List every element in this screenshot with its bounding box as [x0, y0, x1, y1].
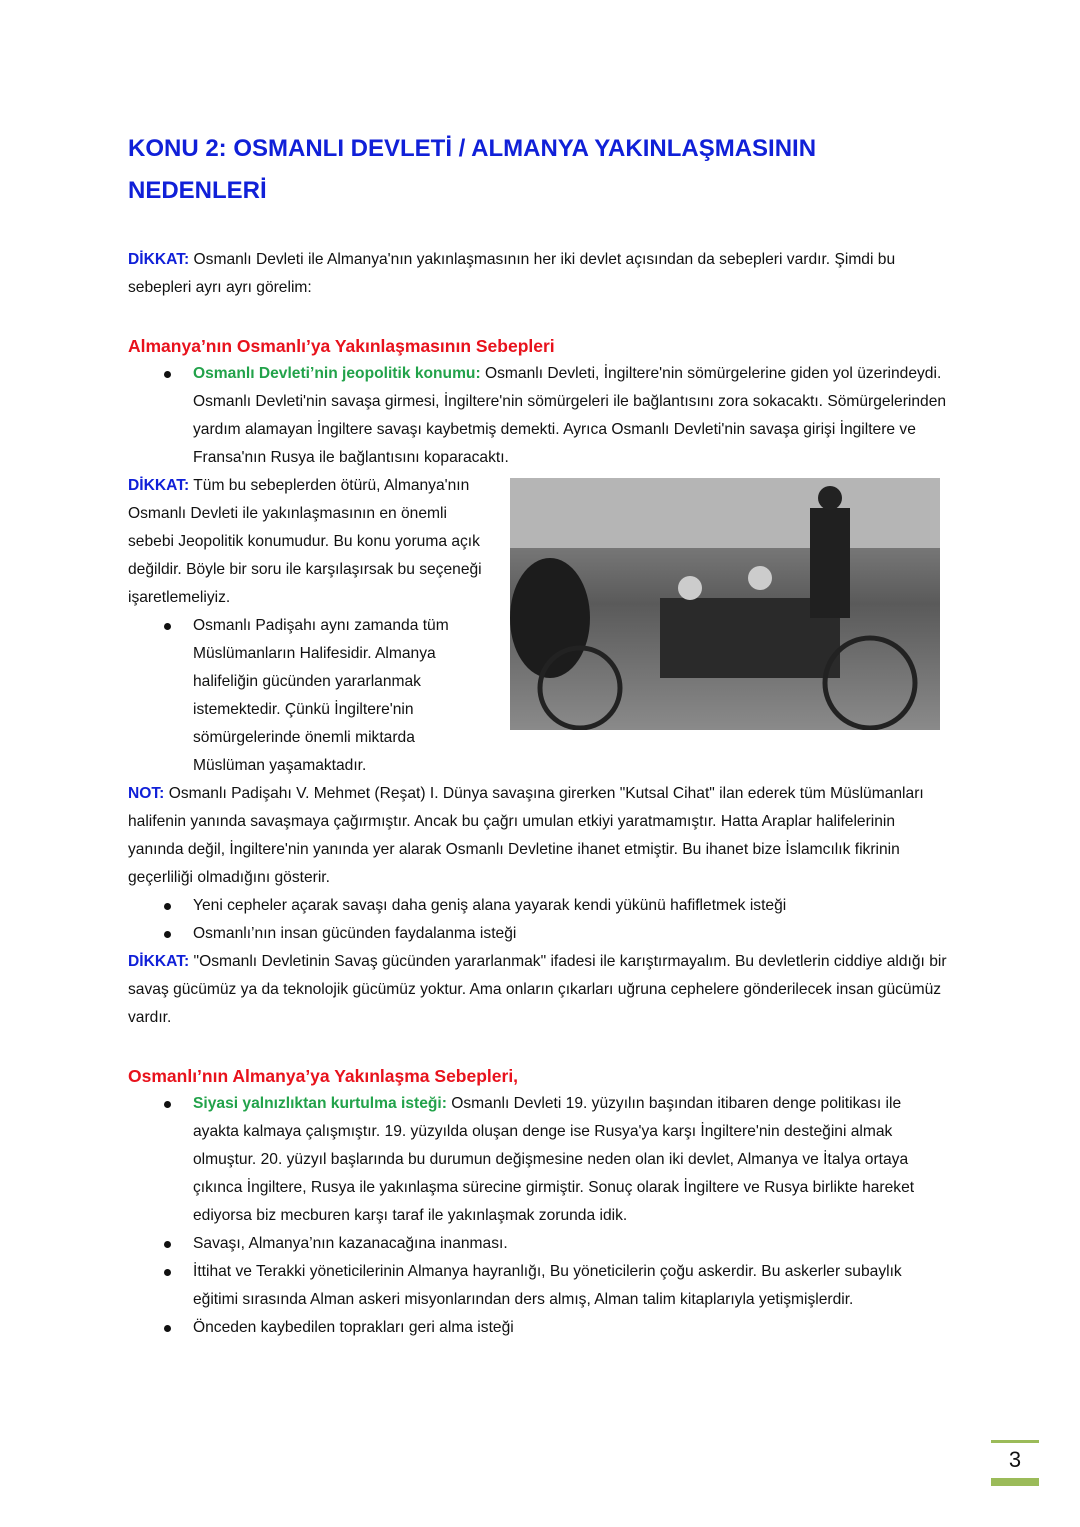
note-text: Osmanlı Padişahı V. Mehmet (Reşat) I. Dünya savaşına girerken "Kutsal Cihat" ilan ederek tüm Müslümanları halifenin yanında savaşmaya çağırmıştır. Ancak bu çağrı umulan etkiyi yaratmamıştır. Hatta Araplar halifelerinin yanında değil, İngiltere'nin yanında yer alarak Osmanlı Devletine ihanet etmiştir. Bu ihanet bize İslamcılık fikrinin geçerliliği olmadığını gösterir. [128, 785, 924, 886]
note-text: Tüm bu sebeplerden ötürü, Almanya'nın Osmanlı Devleti ile yakınlaşmasının en önemli sebebi Jeopolitik konumudur. Bu konu yoruma açık değildir. Böyle bir soru ile karşılaşırsak bu seçeneği işaretlemeliyiz. [128, 477, 482, 606]
document-page [128, 128, 950, 1342]
list-item: Yeni cepheler açarak savaşı daha geniş alana yayarak kendi yükünü hafifletmek isteği [193, 892, 950, 920]
not-note [128, 780, 950, 892]
section2-heading: Osmanlı’nın Almanya’ya Yakınlaşma Sebepleri, [128, 1066, 519, 1086]
page-number-rule-bottom [991, 1478, 1039, 1486]
page-number-rule-top [991, 1440, 1039, 1443]
bullet-text: Osmanlı Devleti, İngiltere'nin sömürgelerine giden yol üzerindeydi. Osmanlı Devleti'nin savaşa girmesi, İngiltere'nin sömürgeleri ile bağlantısını zora sokacaktı. Sömürgelerinden yardım alamayan İngiltere savaşı kaybetmiş demekti. Ayrıca Osmanlı Devleti'nin savaşa girişi İngiltere ve Fransa'nın Rusya ile bağlantısını koparacaktı. [193, 365, 947, 466]
list-item: Osmanlı’nın insan gücünden faydalanma isteği [193, 920, 950, 948]
section1-heading: Almanya’nın Osmanlı’ya Yakınlaşmasının Sebepleri [128, 336, 555, 356]
intro-paragraph [128, 246, 950, 302]
page-title: KONU 2: OSMANLI DEVLETİ / ALMANYA YAKINLAŞMASININ NEDENLERİ [128, 135, 817, 204]
list-item: Önceden kaybedilen toprakları geri alma isteği [193, 1314, 950, 1342]
dikkat-label: DİKKAT: [128, 251, 190, 268]
dikkat-label: DİKKAT: [128, 953, 190, 970]
section2-list [128, 1090, 950, 1342]
page-number-text: 3 [1008, 1447, 1022, 1472]
bullet-text: Osmanlı Devleti 19. yüzyılın başından itibaren denge politikası ile ayakta kalmaya çalışmıştır. 19. yüzyılda oluşan denge ise Rusya'ya karşı İngiltere'nin desteğini almak olmuştur. 20. yüzyıl başlarında bu durumun değişmesine neden olan iki devlet, Almanya ve İtalya ortaya çıkınca İngiltere, Rusya ile yakınlaşma sürecine girmiştir. Sonuç olarak İngiltere ve Rusya birlikte hareket ediyorsa biz mecburen karşı taraf ile yakınlaşmak zorunda idik. [193, 1095, 915, 1224]
page-number [991, 1440, 1039, 1480]
list-item [193, 1090, 950, 1230]
list-item: İttihat ve Terakki yöneticilerinin Almanya hayranlığı, Bu yöneticilerin çoğu askerdir. Bu askerler subaylık eğitimi sırasında Alman askeri misyonlarından ders almış, Alman talim kitaplarıyla yetişmişlerdir. [193, 1258, 950, 1314]
dikkat-label: DİKKAT: [128, 477, 190, 494]
note-text: "Osmanlı Devletinin Savaş gücünden yararlanmak" ifadesi ile karıştırmayalım. Bu devletlerin ciddiye aldığı bir savaş gücümüz ya da teknolojik gücümüz yoktur. Ama onların çıkarları uğruna cephelere gönderilecek insan gücümüz vardır. [128, 953, 947, 1026]
list-item [193, 360, 950, 472]
list-item: Osmanlı Padişahı aynı zamanda tüm Müslümanların Halifesidir. Almanya halifeliğin gücünden yararlanmak istemektedir. Çünkü İngiltere'nin sömürgelerinde önemli miktarda Müslüman yaşamaktadır. [193, 612, 950, 780]
not-label: NOT: [128, 785, 165, 802]
section1-list [128, 360, 950, 472]
bullet-label: Siyasi yalnızlıktan kurtulma isteği: [193, 1095, 447, 1112]
dikkat-note [128, 948, 950, 1032]
list-item: Savaşı, Almanya’nın kazanacağına inanması. [193, 1230, 950, 1258]
section1-list-2 [128, 612, 950, 780]
section1-list-3 [128, 892, 950, 948]
intro-text: Osmanlı Devleti ile Almanya'nın yakınlaşmasının her iki devlet açısından da sebepleri vardır. Şimdi bu sebepleri ayrı ayrı görelim: [128, 251, 896, 296]
bullet-label: Osmanlı Devleti’nin jeopolitik konumu: [193, 365, 481, 382]
